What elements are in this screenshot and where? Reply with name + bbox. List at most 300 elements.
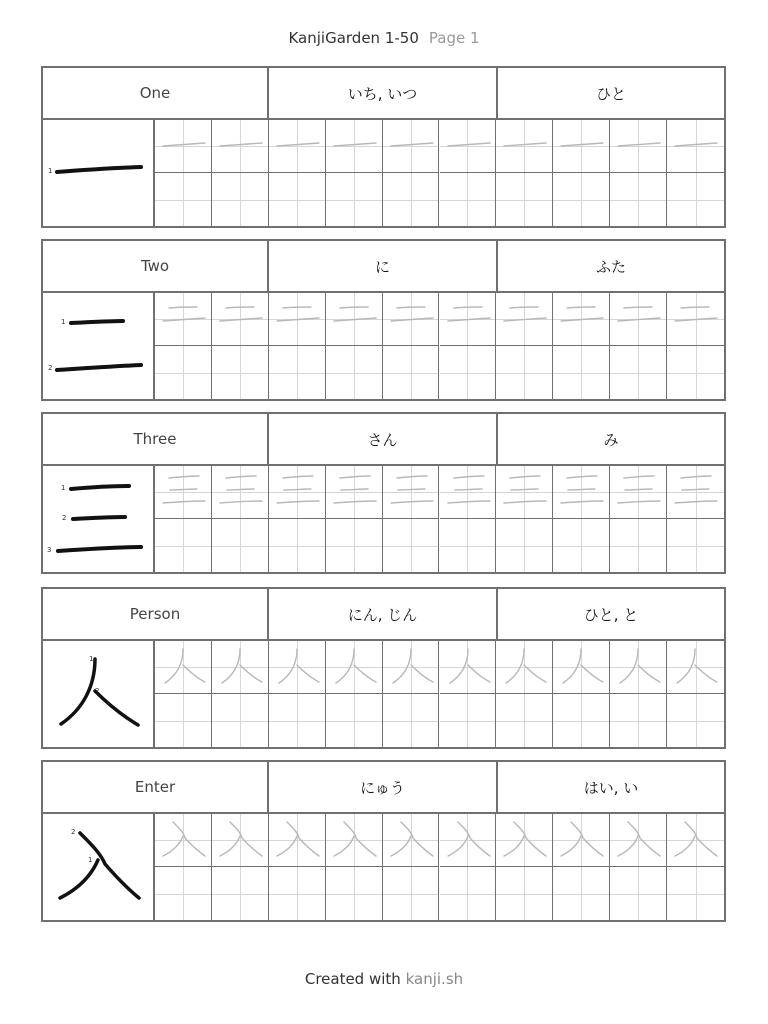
guide-line-horizontal — [383, 721, 439, 722]
practice-cell — [383, 694, 440, 747]
trace-stroke — [391, 318, 433, 321]
onyomi-label: いち, いつ — [269, 68, 498, 118]
trace-cell — [212, 293, 269, 346]
trace-cell — [440, 466, 497, 519]
practice-cell — [496, 346, 553, 399]
trace-stroke — [391, 836, 411, 856]
trace-cell — [326, 466, 383, 519]
guide-line-horizontal — [610, 894, 666, 895]
trace-cell — [496, 120, 553, 173]
trace-stroke — [169, 476, 199, 478]
kunyomi-label: ひと, と — [583, 605, 639, 624]
trace-stroke — [277, 836, 297, 856]
trace-glyph — [667, 641, 724, 694]
practice-cell — [269, 867, 326, 920]
trace-stroke — [682, 489, 709, 490]
card-header — [43, 589, 724, 641]
trace-cell — [155, 466, 212, 519]
trace-cell — [326, 814, 383, 867]
trace-stroke — [297, 665, 319, 682]
stroke-number: 2 — [95, 687, 100, 695]
trace-cell — [326, 641, 383, 694]
trace-cell — [667, 814, 724, 867]
trace-stroke — [283, 307, 311, 308]
kanji-card — [41, 239, 726, 401]
trace-glyph — [553, 814, 610, 867]
practice-cell — [496, 694, 553, 747]
trace-stroke — [284, 489, 311, 490]
trace-stroke — [397, 307, 425, 308]
guide-line-horizontal — [269, 721, 325, 722]
practice-cell — [496, 867, 553, 920]
trace-stroke — [454, 307, 482, 308]
trace-stroke — [561, 143, 603, 146]
trace-cell — [440, 120, 497, 173]
guide-line-horizontal — [269, 373, 325, 374]
card-header — [43, 68, 724, 120]
practice-cell — [440, 346, 497, 399]
trace-glyph — [610, 293, 667, 346]
practice-cell — [155, 346, 212, 399]
trace-cell — [383, 641, 440, 694]
trace-stroke — [397, 476, 427, 478]
trace-glyph — [326, 814, 383, 867]
kanji-stroke-drawing — [43, 641, 155, 747]
onyomi-label: に — [269, 241, 498, 291]
trace-glyph — [553, 120, 610, 173]
trace-stroke — [169, 307, 197, 308]
guide-line-horizontal — [553, 894, 609, 895]
trace-stroke — [165, 649, 183, 683]
meaning-label: Two — [43, 241, 269, 291]
trace-glyph — [212, 641, 269, 694]
trace-stroke — [568, 489, 595, 490]
kanji-card — [41, 760, 726, 922]
stroke-order-diagram — [43, 293, 155, 399]
trace-glyph — [155, 293, 212, 346]
guide-line-horizontal — [440, 546, 496, 547]
trace-stroke — [510, 476, 540, 478]
guide-line-horizontal — [553, 373, 609, 374]
trace-glyph — [496, 120, 553, 173]
trace-stroke — [448, 836, 468, 856]
trace-stroke — [624, 307, 652, 308]
trace-stroke — [620, 649, 638, 683]
trace-stroke — [504, 836, 524, 856]
trace-cell — [269, 466, 326, 519]
page-number: Page 1 — [428, 29, 480, 47]
guide-line-horizontal — [326, 373, 382, 374]
guide-line-horizontal — [326, 894, 382, 895]
trace-stroke — [455, 489, 482, 490]
trace-glyph — [440, 293, 497, 346]
guide-line-horizontal — [440, 894, 496, 895]
trace-glyph — [383, 814, 440, 867]
trace-stroke — [398, 489, 425, 490]
guide-line-horizontal — [212, 894, 268, 895]
trace-stroke — [504, 318, 546, 321]
stroke-number: 2 — [48, 364, 53, 372]
kunyomi-label: み — [603, 430, 619, 449]
trace-stroke — [334, 836, 354, 856]
trace-stroke — [230, 822, 262, 856]
trace-glyph — [155, 814, 212, 867]
trace-glyph — [212, 814, 269, 867]
guide-line-horizontal — [383, 894, 439, 895]
trace-glyph — [667, 120, 724, 173]
guide-line-horizontal — [610, 200, 666, 201]
trace-glyph — [269, 814, 326, 867]
trace-cell — [553, 120, 610, 173]
practice-cell — [269, 173, 326, 226]
practice-cell — [383, 173, 440, 226]
trace-glyph — [326, 293, 383, 346]
trace-glyph — [440, 120, 497, 173]
trace-stroke — [183, 665, 205, 682]
trace-cell — [383, 293, 440, 346]
trace-glyph — [667, 466, 724, 519]
trace-stroke — [163, 836, 183, 856]
trace-stroke — [334, 318, 376, 321]
practice-cell — [326, 173, 383, 226]
practice-cell — [610, 867, 667, 920]
trace-stroke — [277, 318, 319, 321]
trace-stroke — [685, 822, 717, 856]
trace-stroke — [504, 501, 546, 503]
practice-cell — [212, 519, 269, 572]
stroke-number: 2 — [71, 828, 76, 836]
trace-cell — [155, 641, 212, 694]
trace-stroke — [506, 649, 524, 683]
guide-line-horizontal — [610, 546, 666, 547]
guide-line-horizontal — [269, 546, 325, 547]
kanji-card — [41, 66, 726, 228]
trace-cell — [212, 120, 269, 173]
trace-stroke — [344, 822, 376, 856]
stroke-order-diagram — [43, 120, 155, 226]
trace-glyph — [496, 814, 553, 867]
trace-stroke — [163, 143, 205, 146]
practice-cell — [269, 694, 326, 747]
guide-line-horizontal — [269, 200, 325, 201]
guide-line-horizontal — [155, 546, 211, 547]
trace-cell — [155, 814, 212, 867]
trace-stroke — [163, 318, 205, 321]
guide-line-horizontal — [496, 200, 552, 201]
trace-cell — [155, 293, 212, 346]
guide-line-horizontal — [326, 721, 382, 722]
practice-cell — [212, 173, 269, 226]
guide-line-horizontal — [383, 373, 439, 374]
practice-cell — [667, 867, 724, 920]
trace-cell — [212, 641, 269, 694]
practice-cell — [667, 694, 724, 747]
trace-cell — [212, 814, 269, 867]
guide-line-horizontal — [667, 721, 724, 722]
trace-stroke — [458, 822, 490, 856]
guide-line-horizontal — [553, 546, 609, 547]
kanji-card — [41, 412, 726, 574]
guide-line-horizontal — [440, 721, 496, 722]
trace-stroke — [581, 665, 603, 682]
practice-grid — [155, 641, 724, 747]
stroke-number: 1 — [89, 655, 94, 663]
onyomi-label: にゅう — [269, 762, 498, 812]
stroke-number: 2 — [62, 514, 67, 522]
trace-glyph — [667, 293, 724, 346]
onyomi-label: にん, じん — [269, 589, 498, 639]
practice-cell — [212, 867, 269, 920]
trace-stroke — [340, 307, 368, 308]
guide-line-horizontal — [667, 546, 724, 547]
trace-cell — [440, 293, 497, 346]
guide-line-horizontal — [610, 721, 666, 722]
guide-line-horizontal — [212, 200, 268, 201]
trace-stroke — [283, 476, 313, 478]
kanji-card — [41, 587, 726, 749]
trace-cell — [610, 641, 667, 694]
trace-cell — [212, 466, 269, 519]
trace-stroke — [468, 665, 490, 682]
trace-stroke — [226, 307, 254, 308]
trace-glyph — [553, 466, 610, 519]
trace-glyph — [610, 814, 667, 867]
trace-cell — [155, 120, 212, 173]
practice-cell — [155, 519, 212, 572]
stroke-number: 1 — [61, 484, 66, 492]
guide-line-horizontal — [496, 373, 552, 374]
practice-cell — [440, 173, 497, 226]
practice-cell — [326, 519, 383, 572]
guide-line-horizontal — [326, 200, 382, 201]
trace-stroke — [561, 836, 581, 856]
trace-stroke — [618, 143, 660, 146]
trace-cell — [496, 641, 553, 694]
trace-stroke — [163, 501, 205, 503]
practice-cell — [553, 694, 610, 747]
trace-glyph — [212, 120, 269, 173]
trace-stroke — [227, 489, 254, 490]
practice-grid — [155, 293, 724, 399]
trace-glyph — [269, 641, 326, 694]
trace-stroke — [695, 665, 717, 682]
trace-stroke — [391, 143, 433, 146]
practice-cell — [212, 694, 269, 747]
trace-glyph — [326, 466, 383, 519]
guide-line-horizontal — [269, 894, 325, 895]
trace-cell — [667, 293, 724, 346]
practice-cell — [496, 519, 553, 572]
trace-stroke — [504, 143, 546, 146]
guide-line-horizontal — [155, 894, 211, 895]
trace-stroke — [354, 665, 376, 682]
kanji-stroke-drawing — [43, 120, 155, 226]
kanji-stroke-drawing — [43, 466, 155, 572]
guide-line-horizontal — [553, 200, 609, 201]
practice-cell — [667, 519, 724, 572]
trace-stroke — [170, 489, 197, 490]
practice-cell — [496, 173, 553, 226]
practice-cell — [326, 346, 383, 399]
trace-glyph — [383, 120, 440, 173]
trace-glyph — [326, 120, 383, 173]
trace-stroke — [279, 649, 297, 683]
meaning-label: Three — [43, 414, 269, 464]
trace-glyph — [269, 120, 326, 173]
trace-glyph — [440, 466, 497, 519]
stroke-number: 3 — [47, 546, 52, 554]
trace-cell — [667, 466, 724, 519]
practice-cell — [553, 173, 610, 226]
trace-cell — [326, 120, 383, 173]
trace-stroke — [675, 501, 717, 503]
trace-stroke — [393, 649, 411, 683]
guide-line-horizontal — [383, 546, 439, 547]
trace-stroke — [340, 476, 370, 478]
trace-stroke — [334, 501, 376, 503]
trace-stroke — [511, 489, 538, 490]
trace-cell — [553, 814, 610, 867]
trace-glyph — [496, 641, 553, 694]
trace-glyph — [553, 641, 610, 694]
worksheet-title: KanjiGarden 1-50 — [288, 29, 419, 47]
trace-cell — [496, 293, 553, 346]
trace-stroke — [287, 822, 319, 856]
trace-glyph — [212, 293, 269, 346]
meaning-label: One — [43, 68, 269, 118]
practice-cell — [383, 867, 440, 920]
practice-cell — [269, 519, 326, 572]
trace-stroke — [222, 649, 240, 683]
stroke-number: 1 — [61, 318, 66, 326]
trace-stroke — [220, 501, 262, 503]
kunyomi-label: はい, い — [583, 778, 639, 797]
practice-cell — [155, 173, 212, 226]
trace-glyph — [610, 120, 667, 173]
page-header — [0, 29, 768, 47]
trace-stroke — [675, 143, 717, 146]
practice-cell — [553, 867, 610, 920]
trace-cell — [667, 120, 724, 173]
guide-line-horizontal — [496, 546, 552, 547]
trace-cell — [496, 466, 553, 519]
trace-cell — [269, 120, 326, 173]
trace-stroke — [220, 318, 262, 321]
practice-cell — [553, 519, 610, 572]
trace-stroke — [571, 822, 603, 856]
trace-glyph — [383, 293, 440, 346]
trace-glyph — [667, 814, 724, 867]
trace-cell — [610, 293, 667, 346]
trace-stroke — [448, 501, 490, 503]
practice-grid — [155, 466, 724, 572]
kanji-stroke-drawing — [43, 814, 155, 920]
trace-cell — [440, 641, 497, 694]
trace-glyph — [383, 641, 440, 694]
trace-stroke — [220, 836, 240, 856]
stroke-number: 1 — [48, 167, 53, 175]
practice-cell — [610, 694, 667, 747]
trace-glyph — [269, 293, 326, 346]
trace-stroke — [681, 307, 709, 308]
practice-cell — [155, 694, 212, 747]
kanji-sh-link[interactable]: kanji.sh — [405, 970, 464, 988]
trace-stroke — [391, 501, 433, 503]
trace-glyph — [440, 814, 497, 867]
trace-stroke — [173, 822, 205, 856]
trace-glyph — [155, 120, 212, 173]
trace-stroke — [618, 318, 660, 321]
trace-stroke — [514, 822, 546, 856]
trace-stroke — [618, 836, 638, 856]
trace-stroke — [450, 649, 468, 683]
guide-line-horizontal — [155, 200, 211, 201]
trace-stroke — [625, 489, 652, 490]
trace-stroke — [567, 307, 595, 308]
trace-stroke — [628, 822, 660, 856]
trace-stroke — [341, 489, 368, 490]
trace-cell — [667, 641, 724, 694]
trace-stroke — [277, 501, 319, 503]
guide-line-horizontal — [496, 721, 552, 722]
trace-glyph — [496, 466, 553, 519]
stroke-order-diagram — [43, 641, 155, 747]
guide-line-horizontal — [667, 894, 724, 895]
guide-line-horizontal — [155, 373, 211, 374]
trace-cell — [269, 814, 326, 867]
trace-stroke — [638, 665, 660, 682]
trace-stroke — [448, 318, 490, 321]
trace-cell — [553, 293, 610, 346]
card-header — [43, 762, 724, 814]
practice-grid — [155, 814, 724, 920]
trace-stroke — [524, 665, 546, 682]
guide-line-horizontal — [610, 373, 666, 374]
trace-stroke — [277, 143, 319, 146]
guide-line-horizontal — [440, 200, 496, 201]
trace-stroke — [675, 836, 695, 856]
guide-line-horizontal — [667, 200, 724, 201]
trace-stroke — [454, 476, 484, 478]
kunyomi-label: ふた — [595, 257, 626, 276]
trace-cell — [383, 466, 440, 519]
trace-stroke — [624, 476, 654, 478]
trace-glyph — [269, 466, 326, 519]
trace-cell — [610, 814, 667, 867]
practice-cell — [383, 346, 440, 399]
trace-cell — [610, 466, 667, 519]
trace-glyph — [155, 641, 212, 694]
trace-stroke — [677, 649, 695, 683]
trace-stroke — [675, 318, 717, 321]
guide-line-horizontal — [383, 200, 439, 201]
practice-cell — [326, 694, 383, 747]
footer-prefix: Created with — [304, 970, 401, 988]
guide-line-horizontal — [553, 721, 609, 722]
practice-cell — [610, 173, 667, 226]
trace-glyph — [610, 641, 667, 694]
guide-line-horizontal — [496, 894, 552, 895]
trace-stroke — [240, 665, 262, 682]
trace-cell — [610, 120, 667, 173]
kunyomi-label: ひと — [595, 84, 626, 103]
practice-cell — [383, 519, 440, 572]
footer — [0, 970, 768, 988]
trace-glyph — [326, 641, 383, 694]
trace-stroke — [563, 649, 581, 683]
trace-glyph — [440, 641, 497, 694]
practice-cell — [326, 867, 383, 920]
